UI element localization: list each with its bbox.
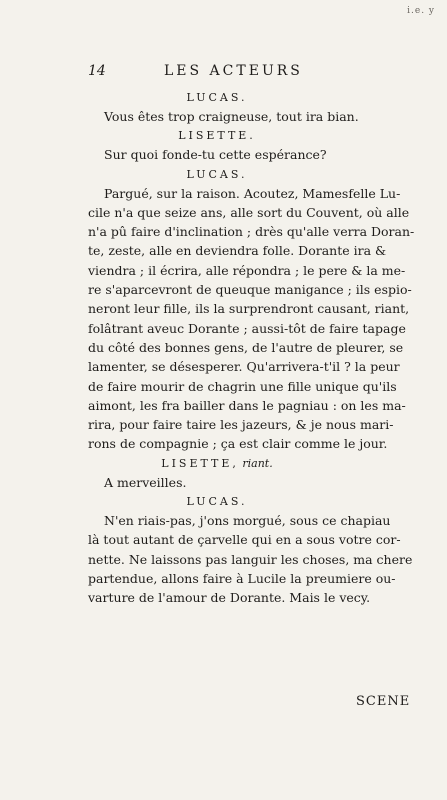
speech-line: neront leur fille, ils la surprendront causant, riant, (88, 301, 410, 317)
speech-line: de faire mourir de chagrin une fille unique qu'ils (88, 378, 397, 394)
speaker-name: LUCAS. (186, 495, 248, 509)
catchword: SCENE (356, 694, 411, 709)
corner-mark: i.e. y (407, 6, 435, 16)
speech-line: re s'aparcevront de queuque manigance ; ils espio- (88, 282, 412, 298)
speech-line: n'a pû faire d'inclination ; drès qu'alle verra Doran- (88, 224, 415, 240)
stage-direction: riant. (238, 456, 273, 470)
speaker-name: LUCAS. (186, 167, 248, 181)
speaker-heading (88, 165, 346, 184)
running-title: LES ACTEURS (164, 63, 303, 79)
speech-line: A merveilles. (104, 474, 187, 490)
speech-line: partendue, allons faire à Lucile la preumiere ou- (88, 570, 396, 586)
speech-line: du côté des bonnes gens, de l'autre de pleurer, se (88, 339, 404, 355)
page-header (88, 63, 348, 81)
speech-line: cile n'a que seize ans, alle sort du Couvent, où alle (88, 204, 410, 220)
speech-line: N'en riais-pas, j'ons morgué, sous ce chapiau (104, 513, 391, 529)
speech (88, 145, 346, 164)
speech-line: Pargué, sur la raison. Acoutez, Mamesfelle Lu- (104, 185, 401, 201)
speech-line: rira, pour faire taire les jazeurs, & je nous mari- (88, 417, 394, 433)
speaker-name: LISETTE. (178, 129, 256, 143)
speech-line: rons de compagnie ; ça est clair comme le jour. (88, 436, 388, 452)
speech (88, 511, 413, 607)
speaker-heading (88, 454, 346, 473)
speech-line: lamenter, se désesperer. Qu'arrivera-t'il ? la peur (88, 359, 400, 375)
speech (88, 107, 359, 126)
speech-line: te, zeste, alle en deviendra folle. Dorante ira & (88, 243, 387, 259)
speech-line: là tout autant de çarvelle qui en a sous votre cor- (88, 532, 401, 548)
speech-line: Vous êtes trop craigneuse, tout ira bian. (104, 109, 359, 124)
speech (88, 473, 346, 492)
page-number: 14 (88, 63, 106, 79)
speech-line: nette. Ne laissons pas languir les choses, ma chere (88, 551, 413, 567)
speech (88, 184, 415, 454)
speech-line: viendra ; il écrira, alle répondra ; le pere & la me- (88, 262, 406, 278)
speaker-heading (88, 126, 346, 145)
speaker-heading (88, 492, 346, 511)
speech-line: varture de l'amour de Dorante. Mais le vecy. (88, 590, 371, 606)
speaker-name: LISETTE, (161, 456, 239, 470)
speaker-name: LUCAS. (186, 91, 248, 104)
speech-line: aimont, les fra bailler dans le pagniau : on les ma- (88, 397, 406, 413)
speaker-heading (88, 88, 346, 107)
speech-line: Sur quoi fonde-tu cette espérance? (104, 147, 327, 163)
play-text (88, 88, 415, 608)
speech-line: folâtrant aveuc Dorante ; aussi-tôt de faire tapage (88, 320, 406, 336)
